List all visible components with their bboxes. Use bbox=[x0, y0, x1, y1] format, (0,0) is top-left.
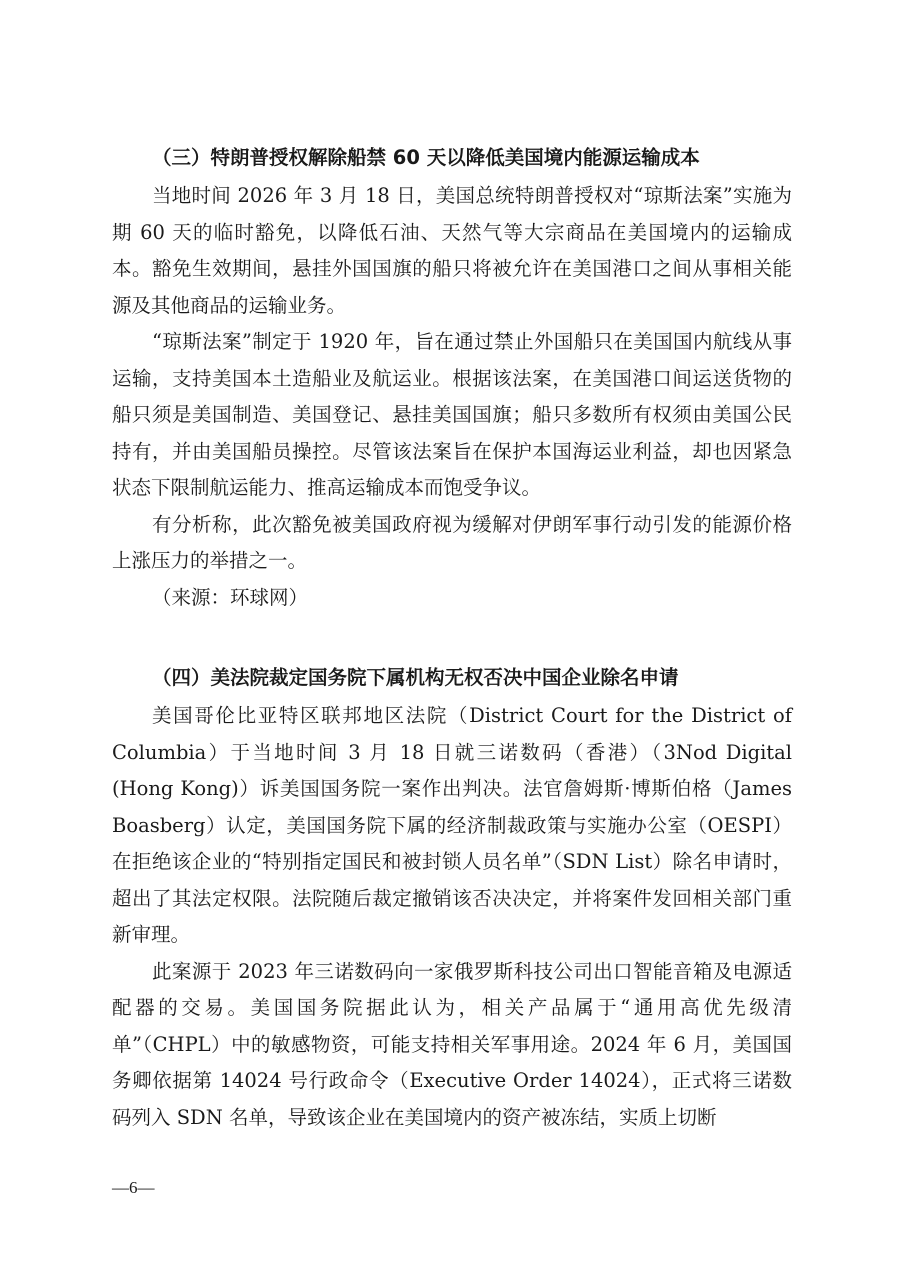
section-4-paragraph-2: 此案源于 2023 年三诺数码向一家俄罗斯科技公司出口智能音箱及电源适配器的交易。美国国务院据此认为，相关产品属于“通用高优先级清单”（CHPL）中的敏感物资，可能支持相关军事用途。2024 年 6 月，美国国务卿依据第 14024 号行政命令（Executive Order 14024），正式将三诺数码列入 SDN 名单，导致该企业在美国境内的资产被冻结，实质上切断 bbox=[112, 959, 792, 1129]
section-gap bbox=[112, 616, 792, 658]
section-4-paragraph-1: 美国哥伦比亚特区联邦地区法院（District Court for the District of Columbia）于当地时间 3 月 18 日就三诺数码（香港）（3Nod Digital (Hong Kong)）诉美国国务院一案作出判决。法官詹姆斯·博斯伯格（James Boasberg）认定，美国国务院下属的经济制裁政策与实施办公室（OESPI）在拒绝该企业的“特别指定国民和被封锁人员名单”（SDN List）除名申请时，超出了其法定权限。法院随后裁定撤销该否决决定，并将案件发回相关部门重新审理。 bbox=[112, 704, 792, 946]
section-3-paragraph-3: 有分析称，此次豁免被美国政府视为缓解对伊朗军事行动引发的能源价格上涨压力的举措之一。 bbox=[112, 512, 792, 572]
section-3-title: （三）特朗普授权解除船禁 60 天以降低美国境内能源运输成本 bbox=[152, 146, 700, 169]
section-3-paragraph-1: 当地时间 2026 年 3 月 18 日，美国总统特朗普授权对“琼斯法案”实施为期 60 天的临时豁免，以降低石油、天然气等大宗商品在美国境内的运输成本。豁免生效期间，悬挂外国国旗的船只将被允许在美国港口之间从事相关能源及其他商品的运输业务。 bbox=[112, 184, 792, 317]
page-number: —6— bbox=[112, 1178, 155, 1197]
section-3-paragraph-2: “琼斯法案”制定于 1920 年，旨在通过禁止外国船只在美国国内航线从事运输，支持美国本土造船业及航运业。根据该法案，在美国港口间运送货物的船只须是美国制造、美国登记、悬挂美国国旗；船只多数所有权须由美国公民持有，并由美国船员操控。尽管该法案旨在保护本国海运业利益，却也因紧急状态下限制航运能力、推高运输成本而饱受争议。 bbox=[112, 330, 792, 499]
document-page bbox=[112, 138, 792, 1136]
section-4-title: （四）美法院裁定国务院下属机构无权否决中国企业除名申请 bbox=[152, 666, 679, 689]
section-3-source: （来源：环球网） bbox=[152, 585, 309, 609]
